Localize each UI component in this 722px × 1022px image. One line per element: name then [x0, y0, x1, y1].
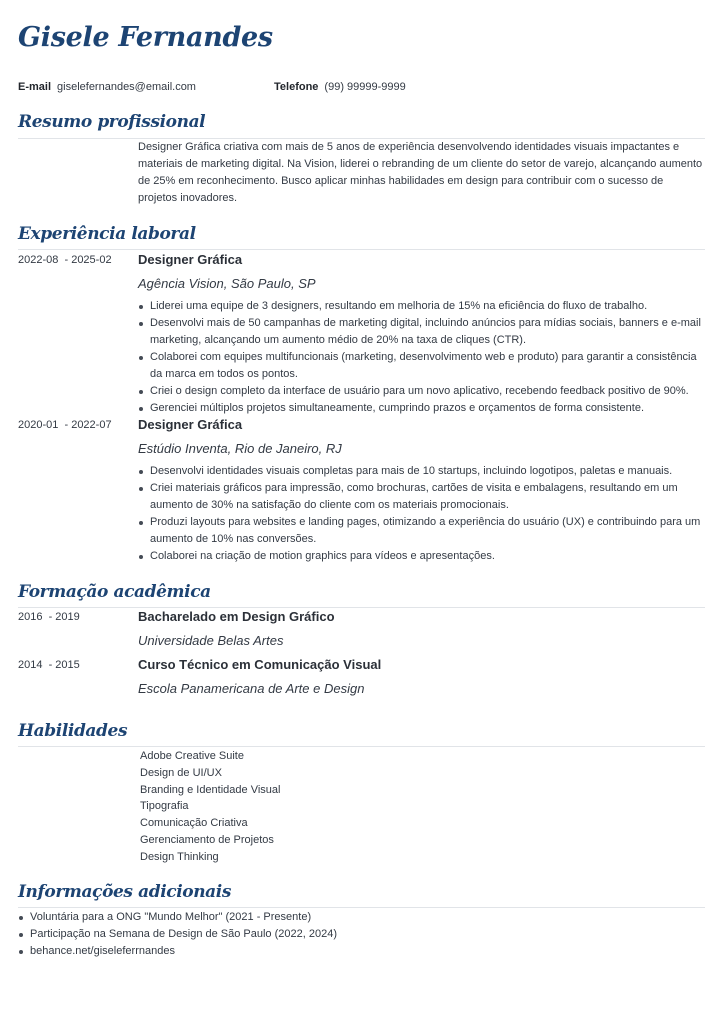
skill-item: Design de UI/UX: [140, 766, 222, 779]
skill-item: Design Thinking: [140, 850, 219, 863]
summary-heading: Resumo profissional: [18, 112, 206, 132]
list-item: Criei materiais gráficos para impressão, como brochuras, cartões de visita e embalagens, resultando em um aumento de 30% na satisfação do cliente com os materiais promocionais.: [138, 480, 708, 514]
additional-heading: Informações adicionais: [18, 882, 232, 902]
skill-item: Tipografia: [140, 800, 189, 813]
education-1-school: Universidade Belas Artes: [138, 633, 284, 648]
job-1-role: Designer Gráfica: [138, 252, 243, 267]
skill-item: Comunicação Criativa: [140, 817, 248, 830]
job-2-company: Estúdio Inventa, Rio de Janeiro, RJ: [138, 441, 342, 456]
education-1-degree: Bacharelado em Design Gráfico: [138, 609, 335, 624]
education-2-school: Escola Panamericana de Arte e Design: [138, 681, 365, 696]
candidate-name: Gisele Fernandes: [18, 22, 273, 53]
skills-list: [140, 748, 280, 866]
list-item: Desenvolvi identidades visuais completas para mais de 10 startups, incluindo logotipos, paletas e manuais.: [138, 463, 708, 480]
additional-list: [18, 909, 708, 960]
list-item: Colaborei com equipes multifuncionais (marketing, desenvolvimento web e produto) para garantir a consistência da marca em todos os pontos.: [138, 349, 708, 383]
list-item[interactable]: behance.net/giseleferrnandes: [18, 943, 708, 960]
list-item: Criei o design completo da interface de usuário para um novo aplicativo, recebendo feedback positivo de 90%.: [138, 383, 708, 400]
skill-item: Branding e Identidade Visual: [140, 783, 281, 796]
job-1-company: Agência Vision, São Paulo, SP: [138, 276, 316, 291]
education-1-dates: 2016 - 2019: [18, 611, 80, 623]
email-contact: [18, 81, 196, 93]
summary-text: Designer Gráfica criativa com mais de 5 anos de experiência desenvolvendo identidades visuais impactantes e materiais de marketing digital. Na Vision, liderei o rebranding de um cliente do setor de varejo, alcançando aumento de 25% em reconhecimento. Busco aplicar minhas habilidades em design para contribuir com o sucesso de projetos inovadores.: [138, 141, 703, 204]
list-item: Colaborei na criação de motion graphics para vídeos e apresentações.: [138, 548, 708, 565]
job-2-dates: 2020-01 - 2022-07: [18, 419, 112, 431]
email-value: giselefernandes@email.com: [57, 81, 196, 93]
list-item: Produzi layouts para websites e landing pages, otimizando a experiência do usuário (UX) e contribuindo para um aumento de 10% nas conversões.: [138, 514, 708, 548]
experience-heading: Experiência laboral: [18, 224, 196, 244]
additional-divider: [18, 907, 705, 908]
skill-item: Gerenciamento de Projetos: [140, 833, 274, 846]
email-label: E-mail: [18, 81, 52, 93]
experience-divider: [18, 249, 705, 250]
skills-divider: [18, 746, 705, 747]
education-divider: [18, 607, 705, 608]
phone-contact: [274, 81, 406, 93]
list-item: Participação na Semana de Design de São Paulo (2022, 2024): [18, 926, 708, 943]
job-2-role: Designer Gráfica: [138, 417, 243, 432]
education-heading: Formação acadêmica: [18, 582, 211, 602]
list-item: Desenvolvi mais de 50 campanhas de marketing digital, incluindo anúncios para mídias sociais, banners e e-mail marketing, alcançando um aumento médio de 20% na taxa de cliques (CTR).: [138, 315, 708, 349]
education-2-degree: Curso Técnico em Comunicação Visual: [138, 657, 382, 672]
list-item: Liderei uma equipe de 3 designers, resultando em melhoria de 15% na eficiência do fluxo de trabalho.: [138, 298, 708, 315]
list-item: Gerenciei múltiplos projetos simultaneamente, cumprindo prazos e orçamentos de forma consistente.: [138, 400, 708, 417]
phone-value: (99) 99999-9999: [324, 81, 406, 93]
education-2-dates: 2014 - 2015: [18, 659, 80, 671]
job-1-bullets: [138, 298, 708, 417]
list-item: Voluntária para a ONG "Mundo Melhor" (2021 - Presente): [18, 909, 708, 926]
job-2-bullets: [138, 463, 708, 565]
phone-label: Telefone: [274, 81, 319, 93]
skills-heading: Habilidades: [18, 721, 128, 741]
job-1-dates: 2022-08 - 2025-02: [18, 254, 112, 266]
skill-item: Adobe Creative Suite: [140, 750, 244, 762]
